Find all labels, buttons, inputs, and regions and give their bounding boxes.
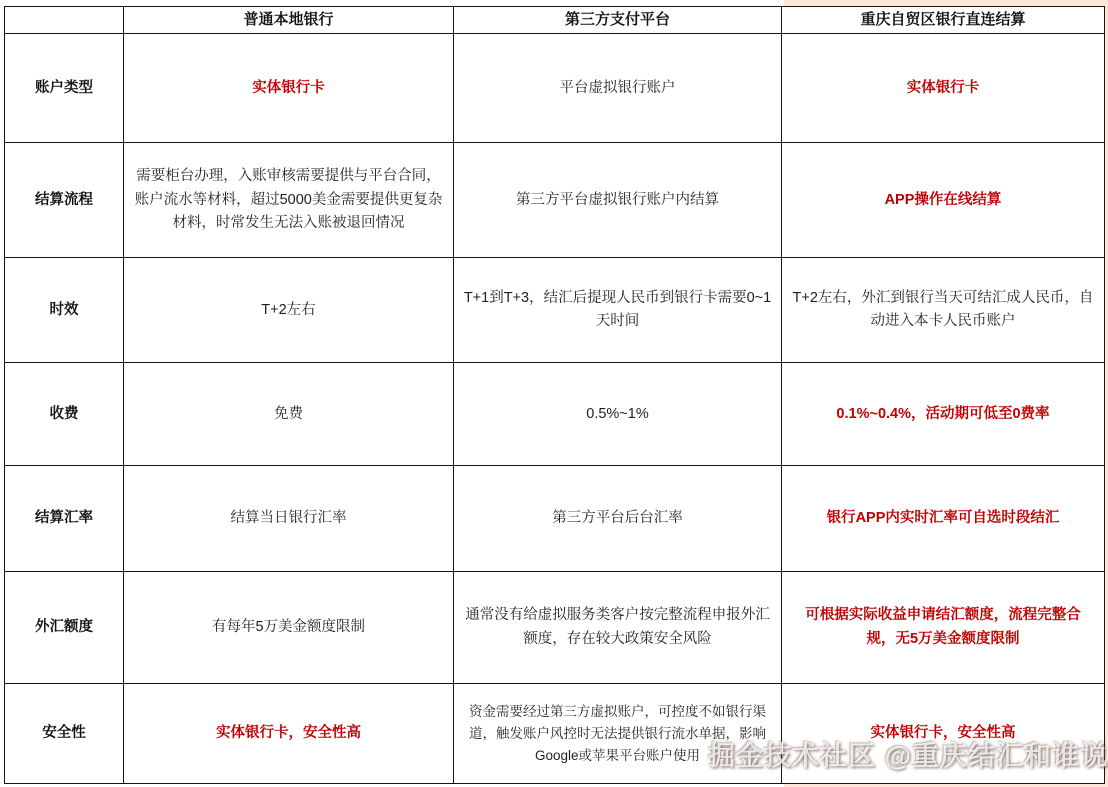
row-label-security: 安全性 [5, 684, 124, 784]
comparison-table [4, 6, 1105, 784]
row-label-settlement-process: 结算流程 [5, 143, 124, 258]
cell-exchange-rate-cq-ftz: 银行APP内实时汇率可自选时段结汇 [782, 466, 1105, 572]
cell-timeliness-cq-ftz: T+2左右，外汇到银行当天可结汇成人民币，自动进入本卡人民币账户 [782, 258, 1105, 363]
row-exchange-rate [5, 466, 1105, 572]
cell-fx-quota-local-bank: 有每年5万美金额度限制 [124, 572, 454, 684]
row-label-exchange-rate: 结算汇率 [5, 466, 124, 572]
cell-settlement-process-local-bank: 需要柜台办理，入账审核需要提供与平台合同，账户流水等材料，超过5000美金需要提供更复杂材料，时常发生无法入账被退回情况 [124, 143, 454, 258]
cell-fx-quota-cq-ftz: 可根据实际收益申请结汇额度，流程完整合规，无5万美金额度限制 [782, 572, 1105, 684]
corner-cell [5, 7, 124, 34]
row-fx-quota [5, 572, 1105, 684]
watermark-text: 掘金技术社区 @重庆结汇和谁说 [708, 741, 1108, 771]
row-label-fees: 收费 [5, 363, 124, 466]
cell-fx-quota-third-party: 通常没有给虚拟服务类客户按完整流程申报外汇额度，存在较大政策安全风险 [454, 572, 782, 684]
cell-account-type-third-party: 平台虚拟银行账户 [454, 34, 782, 143]
row-security [5, 684, 1105, 784]
cell-exchange-rate-local-bank: 结算当日银行汇率 [124, 466, 454, 572]
cell-fees-cq-ftz: 0.1%~0.4%，活动期可低至0费率 [782, 363, 1105, 466]
cell-account-type-cq-ftz: 实体银行卡 [782, 34, 1105, 143]
header-row [5, 7, 1105, 34]
cell-security-third-party: 资金需要经过第三方虚拟账户，可控度不如银行渠道，触发账户风控时无法提供银行流水单据，影响Google或苹果平台账户使用 [454, 684, 782, 784]
row-settlement-process [5, 143, 1105, 258]
cell-settlement-process-third-party: 第三方平台虚拟银行账户内结算 [454, 143, 782, 258]
column-header-cq-ftz-bank: 重庆自贸区银行直连结算 [782, 7, 1105, 34]
cell-security-local-bank: 实体银行卡，安全性高 [124, 684, 454, 784]
cell-fees-third-party: 0.5%~1% [454, 363, 782, 466]
cell-account-type-local-bank: 实体银行卡 [124, 34, 454, 143]
cell-timeliness-third-party: T+1到T+3，结汇后提现人民币到银行卡需要0~1天时间 [454, 258, 782, 363]
cell-timeliness-local-bank: T+2左右 [124, 258, 454, 363]
column-header-local-bank: 普通本地银行 [124, 7, 454, 34]
row-label-account-type: 账户类型 [5, 34, 124, 143]
cell-exchange-rate-third-party: 第三方平台后台汇率 [454, 466, 782, 572]
row-label-fx-quota: 外汇额度 [5, 572, 124, 684]
row-label-timeliness: 时效 [5, 258, 124, 363]
cell-settlement-process-cq-ftz: APP操作在线结算 [782, 143, 1105, 258]
cell-fees-local-bank: 免费 [124, 363, 454, 466]
row-timeliness [5, 258, 1105, 363]
row-account-type [5, 34, 1105, 143]
row-fees [5, 363, 1105, 466]
column-header-third-party: 第三方支付平台 [454, 7, 782, 34]
cell-security-cq-ftz: 实体银行卡，安全性高 [782, 684, 1105, 784]
